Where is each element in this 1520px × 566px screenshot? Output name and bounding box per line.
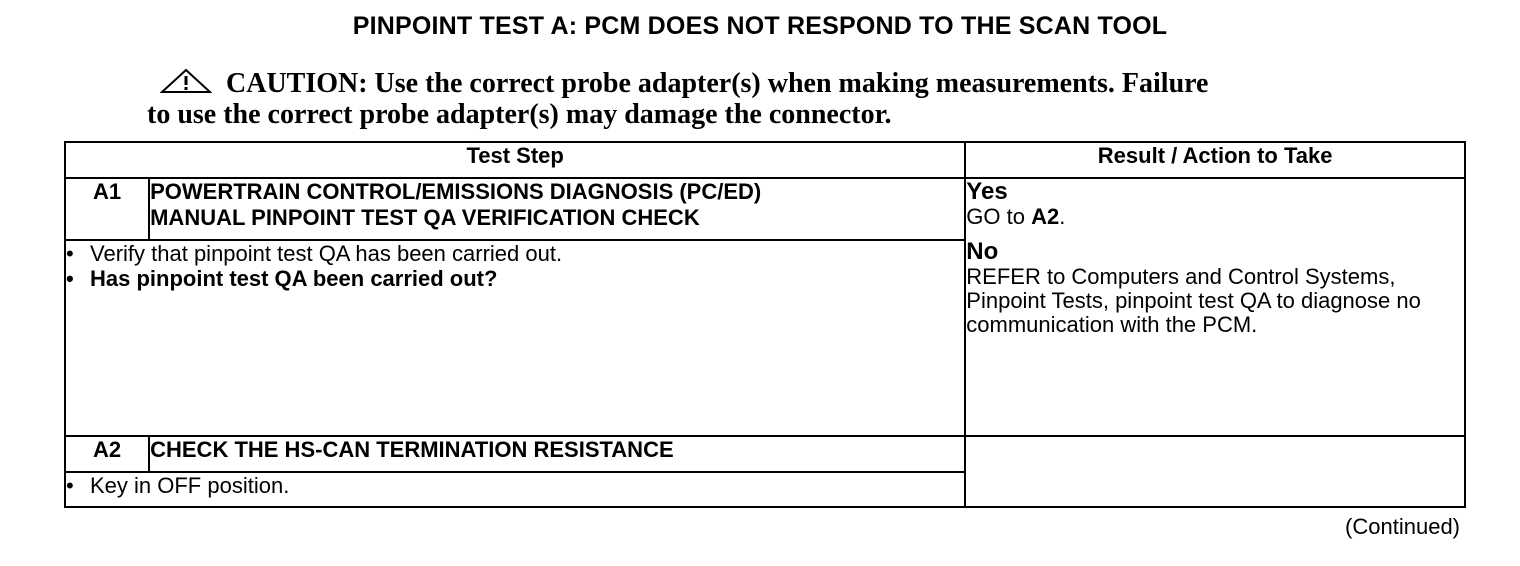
result-yes [966,179,1464,229]
warning-triangle-icon [160,68,212,94]
step-a1-heading-row [65,178,1465,240]
step-a2-body [65,472,965,507]
pinpoint-test-table [64,141,1466,508]
step-a1-body [65,240,965,436]
table-header-row [65,142,1465,178]
continued-label: (Continued) [1345,514,1460,539]
caution-notice [147,68,1387,130]
result-no-label: No [966,238,999,265]
result-no-text: REFER to Computers and Control Systems, Pinpoint Tests, pinpoint test QA to diagnose no communication with the PCM. [966,264,1421,337]
step-a1-id: A1 [65,178,149,240]
result-yes-text [966,205,1464,229]
caution-text-2: to use the correct probe adapter(s) may damage the connector. [147,99,892,130]
step-a1-heading-line-1: POWERTRAIN CONTROL/EMISSIONS DIAGNOSIS (PC/ED) [150,179,762,204]
step-a2-heading-row [65,436,1465,472]
result-yes-suffix: . [1059,204,1066,229]
caution-text-1: CAUTION: Use the correct probe adapter(s) when making measurements. Failure [226,68,1209,99]
result-no [966,239,1464,337]
list-item: • Key in OFF position. [66,473,964,498]
header-result-action: Result / Action to Take [965,142,1465,178]
result-yes-prefix: GO to [966,204,1032,229]
result-yes-link: A2 [1031,204,1060,229]
caution-line-1 [147,68,1387,99]
list-item: • Verify that pinpoint test QA has been carried out. [66,241,964,266]
step-a1-result [965,178,1465,436]
step-a2-result [965,436,1465,507]
list-item: • Has pinpoint test QA been carried out? [66,266,964,291]
result-yes-label: Yes [966,178,1008,205]
step-a2-heading: CHECK THE HS-CAN TERMINATION RESISTANCE [149,436,965,472]
step-a1-heading [149,178,965,240]
step-a1-bullets [66,241,964,291]
page-title: PINPOINT TEST A: PCM DOES NOT RESPOND TO THE SCAN TOOL [352,12,1168,40]
step-a2-bullets [66,473,964,498]
step-a1-heading-line-2: MANUAL PINPOINT TEST QA VERIFICATION CHECK [150,205,700,230]
step-a2-id: A2 [65,436,149,472]
header-test-step: Test Step [65,142,965,178]
